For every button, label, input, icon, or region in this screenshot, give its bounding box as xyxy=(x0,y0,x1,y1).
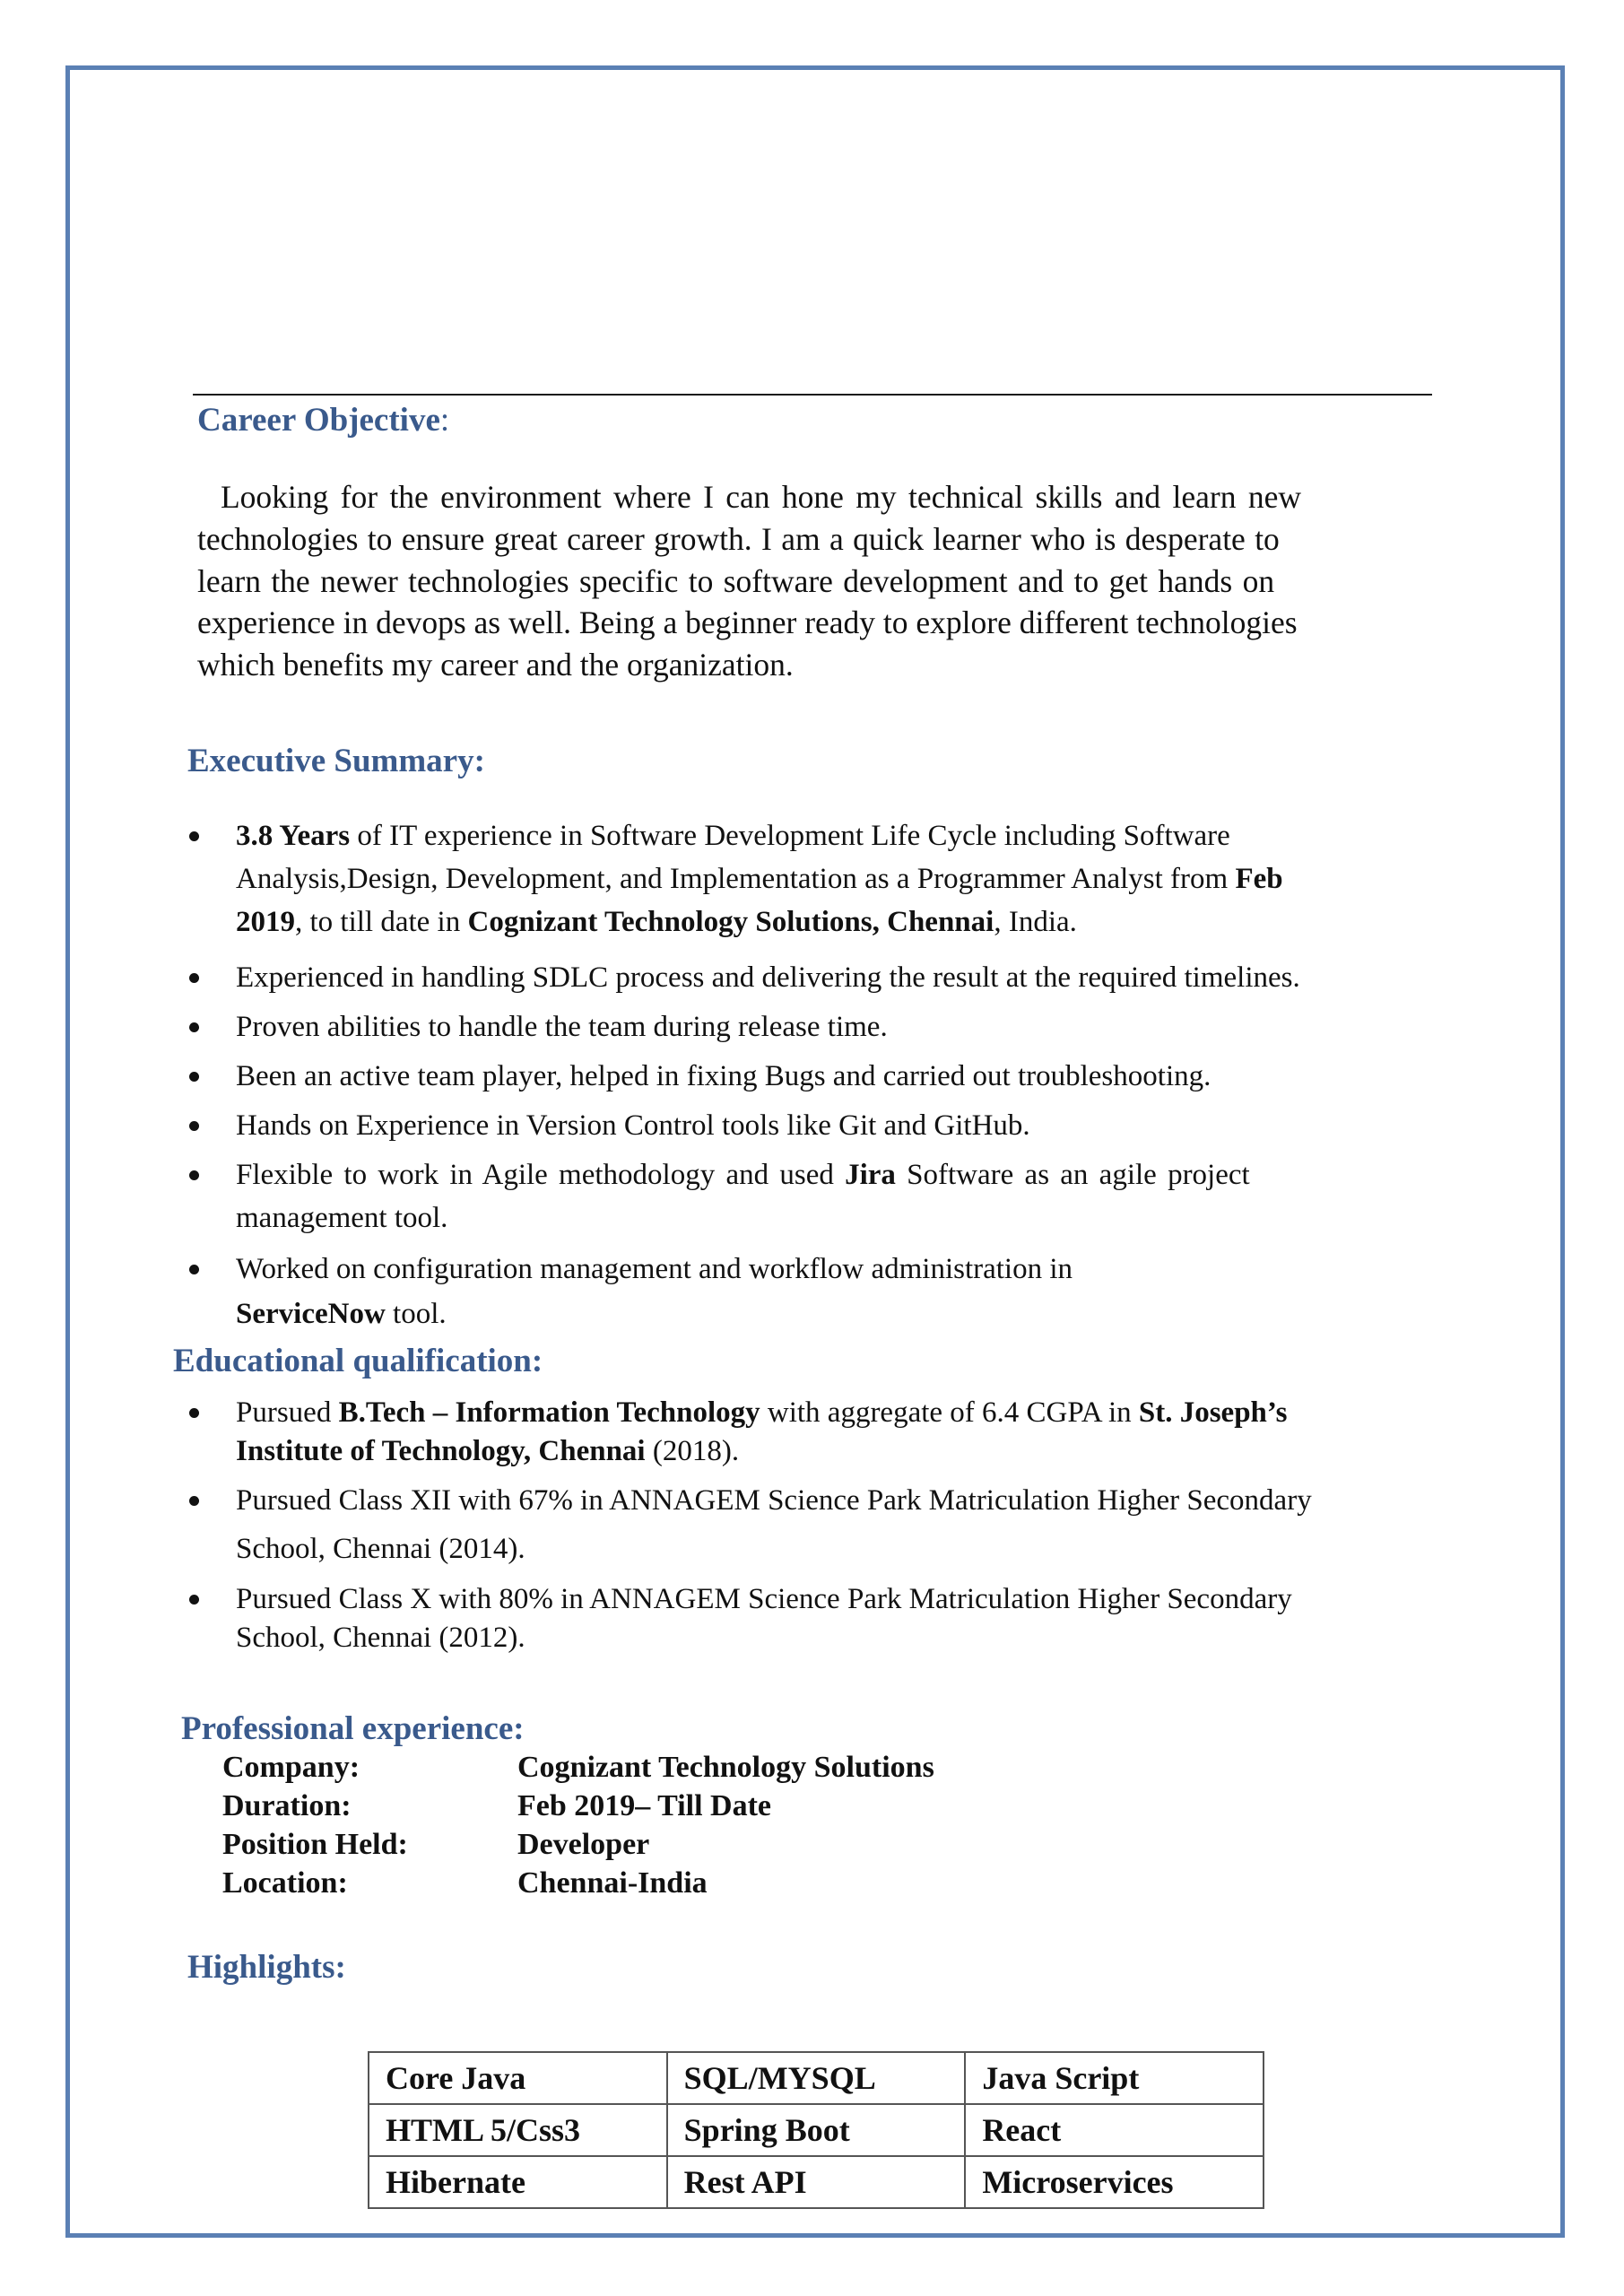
field-label: Location: xyxy=(222,1866,348,1900)
company-name: Cognizant Technology Solutions, Chennai xyxy=(467,906,994,938)
professional-experience-heading: Professional experience: xyxy=(181,1710,525,1747)
objective-line: technologies to ensure great career growth. I am a quick learner who is desperate to xyxy=(197,521,1280,557)
objective-line: Looking for the environment where I can hone my technical skills and learn new xyxy=(221,479,1301,515)
text-span: with aggregate of 6.4 CGPA in xyxy=(760,1396,1139,1429)
bullet-line: Pursued Class X with 80% in ANNAGEM Science Park Matriculation Higher Secondary xyxy=(236,1583,1292,1615)
bullet-line xyxy=(236,1298,447,1331)
bullet-line: management tool. xyxy=(236,1202,448,1234)
text-span: Pursued xyxy=(236,1396,339,1429)
bullet-line xyxy=(236,906,1077,939)
objective-line: experience in devops as well. Being a beginner ready to explore different technologies xyxy=(197,604,1298,640)
bullet-icon xyxy=(187,1121,201,1134)
table-row xyxy=(369,2104,1264,2156)
bullet-line: Pursued Class XII with 67% in ANNAGEM Science Park Matriculation Higher Secondary xyxy=(236,1484,1312,1517)
bullet-icon xyxy=(187,1408,201,1421)
skill-cell: HTML 5/Css3 xyxy=(369,2104,667,2156)
field-value: Developer xyxy=(517,1828,650,1861)
tool-name: ServiceNow xyxy=(236,1298,386,1330)
skill-cell: Hibernate xyxy=(369,2156,667,2208)
bullet-line xyxy=(236,1396,1288,1430)
text-span: , India. xyxy=(994,906,1077,938)
bullet-line xyxy=(236,1159,1250,1192)
bullet-line: Worked on configuration management and workflow administration in xyxy=(236,1253,1073,1285)
bullet-line xyxy=(236,863,1283,896)
career-objective-title: Career Objective xyxy=(197,402,440,439)
text-span: (2018). xyxy=(645,1435,740,1467)
skill-cell: Spring Boot xyxy=(667,2104,966,2156)
bullet-icon xyxy=(187,1170,201,1183)
bullet-line: Proven abilities to handle the team during release time. xyxy=(236,1011,888,1043)
bullet-line xyxy=(236,820,1230,853)
field-value: Feb 2019– Till Date xyxy=(517,1789,772,1822)
bullet-icon xyxy=(187,1072,201,1084)
skill-cell: Microservices xyxy=(965,2156,1264,2208)
degree-name: B.Tech – Information Technology xyxy=(338,1396,760,1429)
field-label: Company: xyxy=(222,1751,360,1784)
objective-line: which benefits my career and the organization. xyxy=(197,647,794,683)
bullet-line: School, Chennai (2012). xyxy=(236,1622,525,1654)
bullet-line: Been an active team player, helped in fixing Bugs and carried out troubleshooting. xyxy=(236,1060,1211,1092)
skill-cell: Rest API xyxy=(667,2156,966,2208)
text-span: of IT experience in Software Development Life Cycle including Software xyxy=(350,820,1230,852)
education-heading: Educational qualification: xyxy=(173,1343,543,1379)
bullet-icon xyxy=(187,1595,201,1607)
institution-name: Institute of Technology, Chennai xyxy=(236,1435,646,1467)
bullet-icon xyxy=(187,1265,201,1277)
highlights-heading: Highlights: xyxy=(187,1949,346,1986)
experience-years: 3.8 Years xyxy=(236,820,351,852)
header-divider xyxy=(193,394,1432,396)
objective-line: learn the newer technologies specific to software development and to get hands on xyxy=(197,563,1275,599)
text-span: Analysis,Design, Development, and Implementation as a Programmer Analyst from xyxy=(236,863,1236,895)
text-span: Software as an agile project xyxy=(895,1159,1250,1191)
table-row xyxy=(369,2052,1264,2104)
bullet-line: Experienced in handling SDLC process and delivering the result at the required timelines. xyxy=(236,961,1300,994)
career-objective-colon: : xyxy=(439,402,450,439)
text-span: Flexible to work in Agile methodology and used xyxy=(236,1159,846,1191)
bold-span: Feb xyxy=(1235,863,1283,895)
bold-span: 2019 xyxy=(236,906,295,938)
executive-summary-heading: Executive Summary: xyxy=(187,743,485,779)
skill-cell: Java Script xyxy=(965,2052,1264,2104)
bullet-icon xyxy=(187,973,201,986)
page-border xyxy=(65,65,1565,2238)
bullet-line xyxy=(236,1435,739,1468)
field-value: Cognizant Technology Solutions xyxy=(517,1751,934,1784)
bullet-icon xyxy=(187,831,201,844)
skill-cell: React xyxy=(965,2104,1264,2156)
field-value: Chennai-India xyxy=(517,1866,708,1900)
institution-name: St. Joseph’s xyxy=(1138,1396,1288,1429)
table-row xyxy=(369,2156,1264,2208)
skill-cell: SQL/MYSQL xyxy=(667,2052,966,2104)
highlights-table xyxy=(368,2051,1264,2209)
tool-name: Jira xyxy=(845,1159,896,1191)
bullet-line: Hands on Experience in Version Control tools like Git and GitHub. xyxy=(236,1109,1030,1142)
bullet-line: School, Chennai (2014). xyxy=(236,1533,525,1565)
text-span: , to till date in xyxy=(295,906,468,938)
field-label: Duration: xyxy=(222,1789,352,1822)
career-objective-heading xyxy=(197,404,449,437)
text-span: tool. xyxy=(385,1298,447,1330)
bullet-icon xyxy=(187,1022,201,1035)
bullet-icon xyxy=(187,1496,201,1509)
field-label: Position Held: xyxy=(222,1828,408,1861)
skill-cell: Core Java xyxy=(369,2052,667,2104)
